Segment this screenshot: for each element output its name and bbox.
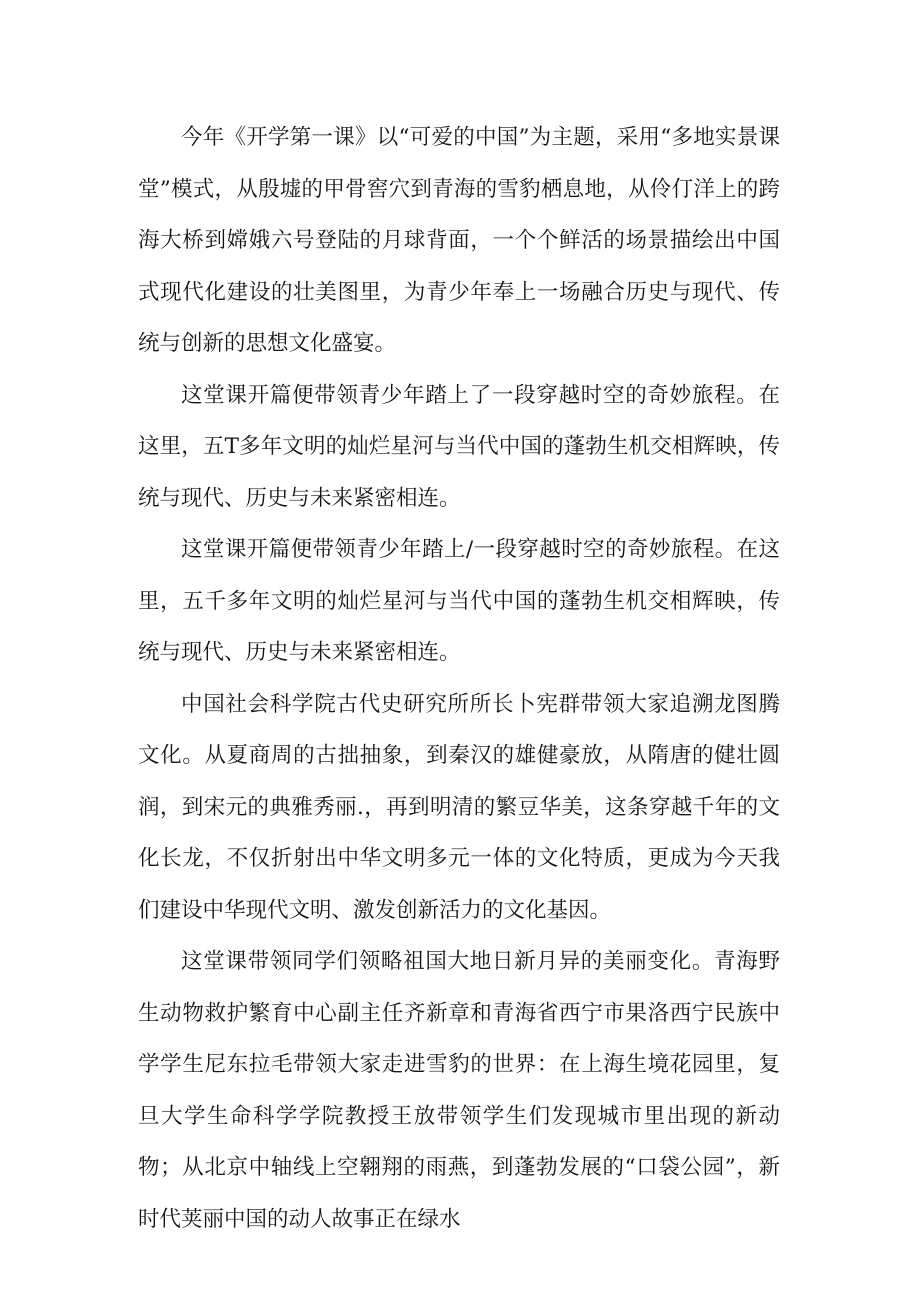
paragraph-2: 这堂课开篇便带领青少年踏上了一段穿越时空的奇妙旅程。在这里，五T多年文明的灿烂星河与当代中国的蓬勃生机交相辉映，传统与现代、历史与未来紧密相连。 — [138, 382, 780, 511]
paragraph-4: 中国社会科学院古代史研究所所长卜宪群带领大家追溯龙图腾文化。从夏商周的古拙抽象，到秦汉的雄健豪放，从隋唐的健壮圆润，到宋元的典雅秀丽.，再到明清的繁豆华美，这条穿越千年的文化长龙，不仅折射出中华文明多元一体的文化特质，更成为今天我们建设中华现代文明、激发创新活力的文化基因。 — [138, 691, 780, 923]
paragraph-5: 这堂课带领同学们领略祖国大地日新月异的美丽变化。青海野生动物救护繁育中心副主任齐新章和青海省西宁市果洛西宁民族中学学生尼东拉毛带领大家走进雪豹的世界：在上海生境花园里，复旦大学生命科学学院教授王放带领学生们发现城市里出现的新动物；从北京中轴线上空翱翔的雨燕，到蓬勃发展的“口袋公园”，新时代荚丽中国的动人故事正在绿水 — [138, 949, 780, 1232]
document-body — [138, 112, 780, 1245]
paragraph-3: 这堂课开篇便带领青少年踏上/一段穿越时空的奇妙旅程。在这里，五千多年文明的灿烂星河与当代中国的蓬勃生机交相辉映，传统与现代、历史与未来紧密相连。 — [138, 537, 780, 665]
paragraph-1: 今年《开学第一课》以“可爱的中国”为主题，采用“多地实景课堂”模式，从殷墟的甲骨窖穴到青海的雪豹栖息地，从伶仃洋上的跨海大桥到嫦娥六号登陆的月球背面，一个个鲜活的场景描绘出中国式现代化建设的壮美图里，为青少年奉上一场融合历史与现代、传统与创新的思想文化盛宴。 — [138, 125, 780, 356]
